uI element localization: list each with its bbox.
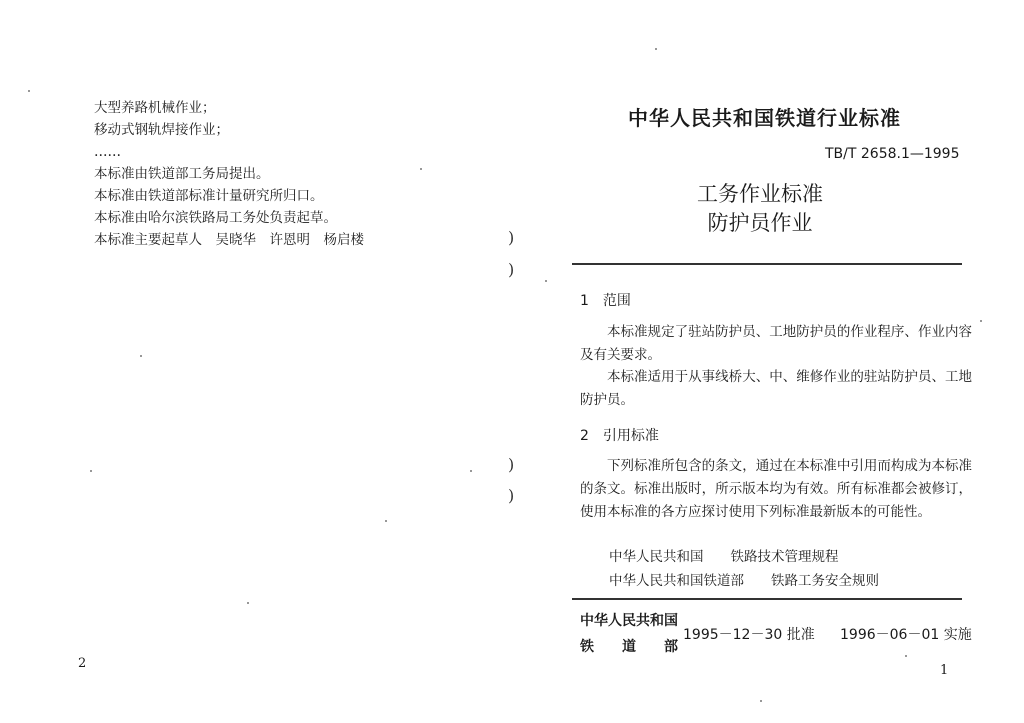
- left-line: 本标准由铁道部标准计量研究所归口。: [94, 188, 324, 204]
- left-line: 本标准由铁道部工务局提出。: [94, 166, 270, 182]
- issuer-line2: 铁 道 部: [580, 639, 678, 655]
- left-line: ……: [94, 144, 121, 160]
- issuer-line1: 中华人民共和国: [580, 613, 678, 629]
- scan-speck: [470, 470, 472, 472]
- left-page-number: 2: [78, 656, 87, 671]
- right-page-number: 1: [940, 663, 949, 678]
- binding-mark: ): [508, 260, 515, 279]
- standard-title: 中华人民共和国铁道行业标准: [628, 106, 901, 130]
- document-title: [680, 180, 840, 238]
- document-title-line2: 防护员作业: [707, 211, 813, 235]
- scan-speck: [760, 700, 762, 702]
- section-2-heading: 2 引用标准: [580, 428, 659, 444]
- scan-speck: [90, 470, 92, 472]
- section-1-heading: 1 范围: [580, 293, 631, 309]
- standard-number: TB/T 2658.1—1995: [825, 146, 960, 162]
- section-1-paragraph: 本标准规定了驻站防护员、工地防护员的作业程序、作业内容及有关要求。: [580, 324, 972, 363]
- left-line: 本标准主要起草人 吴晓华 许恩明 杨启楼: [94, 232, 364, 248]
- section-2-paragraph: 下列标准所包含的条文，通过在本标准中引用而构成为本标准的条文。标准出版时，所示版本均为有效。所有标准都会被修订，使用本标准的各方应探讨使用下列标准最新版本的可能性。: [580, 458, 972, 520]
- scan-speck: [980, 320, 982, 322]
- left-line: 本标准由哈尔滨铁路局工务处负责起草。: [94, 210, 337, 226]
- binding-mark: ): [508, 455, 515, 474]
- scan-speck: [545, 280, 547, 282]
- left-line: 大型养路机械作业；: [94, 100, 216, 116]
- footer-rule: [572, 598, 962, 600]
- reference-item: 中华人民共和国 铁路技术管理规程: [609, 549, 839, 565]
- header-rule: [572, 263, 962, 265]
- left-line: 移动式钢轨焊接作业；: [94, 122, 229, 138]
- scan-speck: [420, 168, 422, 170]
- section-1-paragraph: 本标准适用于从事线桥大、中、维修作业的驻站防护员、工地防护员。: [580, 369, 972, 408]
- scan-speck: [385, 520, 387, 522]
- scan-speck: [247, 602, 249, 604]
- effective-date: 1996－06－01 实施: [840, 627, 972, 643]
- left-page-text: [94, 97, 364, 251]
- binding-mark: ): [508, 228, 515, 247]
- scan-speck: [28, 90, 30, 92]
- scan-speck: [140, 355, 142, 357]
- approval-date: 1995－12－30 批准: [683, 627, 815, 643]
- document-title-line1: 工务作业标准: [697, 182, 823, 206]
- scan-speck: [905, 655, 907, 657]
- binding-mark: ): [508, 486, 515, 505]
- reference-item: 中华人民共和国铁道部 铁路工务安全规则: [609, 573, 879, 589]
- scan-speck: [655, 48, 657, 50]
